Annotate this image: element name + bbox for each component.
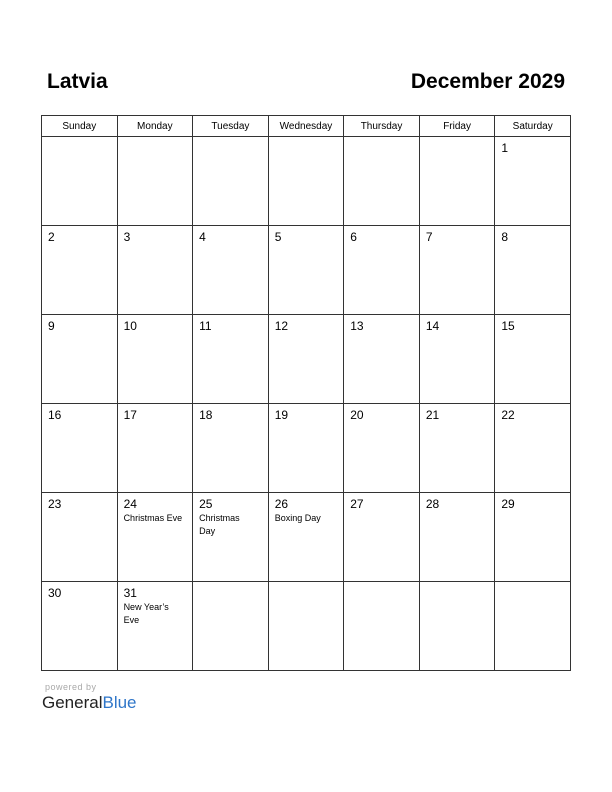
day-number: 31 [123, 586, 137, 600]
day-cell [419, 226, 495, 315]
day-number: 26 [274, 497, 289, 511]
day-number: 15 [501, 319, 515, 333]
day-number: 22 [501, 408, 515, 422]
day-cell [268, 582, 344, 671]
day-cell [495, 493, 571, 582]
day-cell [193, 226, 269, 315]
weekday-header-row [42, 116, 571, 137]
day-cell [268, 137, 344, 226]
day-number: 17 [123, 408, 137, 422]
week-row [42, 582, 571, 671]
week-row [42, 404, 571, 493]
day-number: 6 [350, 230, 357, 244]
day-number: 30 [48, 586, 62, 600]
day-number [420, 582, 495, 586]
day-cell [117, 582, 193, 671]
weekday-header: Wednesday [268, 116, 344, 137]
day-cell [419, 493, 495, 582]
holiday-label: Boxing Day [274, 513, 321, 523]
weekday-header: Sunday [42, 116, 118, 137]
day-number [193, 582, 268, 586]
day-number [269, 582, 344, 586]
day-number: 24 [123, 497, 137, 511]
day-number: 11 [199, 319, 212, 333]
day-cell [344, 137, 420, 226]
day-cell [117, 137, 193, 226]
day-number [193, 137, 268, 141]
day-cell [495, 137, 571, 226]
weekday-header: Thursday [344, 116, 420, 137]
day-cell [42, 493, 118, 582]
day-number: 5 [274, 230, 282, 244]
day-cell [42, 315, 118, 404]
day-number: 20 [350, 408, 364, 422]
day-cell [193, 404, 269, 493]
day-cell [344, 226, 420, 315]
day-cell [193, 137, 269, 226]
brand-general-text: General [42, 693, 103, 712]
day-cell [344, 315, 420, 404]
holiday-label: Christmas Day [199, 513, 240, 536]
day-cell [193, 315, 269, 404]
day-number [344, 137, 419, 141]
day-number: 18 [199, 408, 213, 422]
weekday-header: Friday [419, 116, 495, 137]
day-number: 13 [350, 319, 364, 333]
day-cell [117, 315, 193, 404]
country-title: Latvia [47, 70, 108, 93]
week-row [42, 315, 571, 404]
day-cell [193, 493, 269, 582]
day-cell [419, 404, 495, 493]
weekday-header: Tuesday [193, 116, 269, 137]
day-number: 3 [123, 230, 131, 244]
day-number: 1 [501, 141, 509, 155]
powered-by-text: powered by [45, 682, 97, 692]
day-cell [344, 404, 420, 493]
day-cell [268, 404, 344, 493]
day-cell [419, 137, 495, 226]
day-cell [117, 404, 193, 493]
day-cell [419, 582, 495, 671]
brand-logo[interactable] [42, 693, 137, 713]
day-number: 23 [48, 497, 62, 511]
day-number [42, 137, 117, 141]
day-cell [42, 226, 118, 315]
day-number: 28 [425, 497, 440, 511]
weekday-header: Saturday [495, 116, 571, 137]
holiday-label: Christmas Eve [123, 513, 183, 523]
day-cell [193, 582, 269, 671]
day-number: 16 [48, 408, 62, 422]
brand-blue-text: Blue [102, 693, 137, 712]
day-cell [419, 315, 495, 404]
day-number: 29 [501, 497, 515, 511]
day-cell [495, 582, 571, 671]
day-number: 19 [274, 408, 289, 422]
day-number: 12 [274, 319, 289, 333]
day-number: 8 [501, 230, 509, 244]
day-cell [268, 493, 344, 582]
week-row [42, 493, 571, 582]
day-number: 27 [350, 497, 364, 511]
day-number: 7 [425, 230, 433, 244]
day-number [344, 582, 419, 586]
day-number [118, 137, 193, 141]
day-cell [495, 404, 571, 493]
week-row [42, 137, 571, 226]
day-number [420, 137, 495, 141]
day-cell [495, 226, 571, 315]
day-cell [42, 137, 118, 226]
day-cell [268, 315, 344, 404]
day-cell [268, 226, 344, 315]
day-number [495, 582, 570, 586]
holiday-label: New Year’s Eve [123, 602, 169, 625]
day-number [269, 137, 344, 141]
day-cell [344, 493, 420, 582]
day-cell [117, 226, 193, 315]
day-number: 14 [425, 319, 440, 333]
calendar-grid [41, 115, 571, 671]
day-cell [117, 493, 193, 582]
month-year-title: December 2029 [410, 70, 565, 93]
day-cell [495, 315, 571, 404]
day-cell [344, 582, 420, 671]
day-cell [42, 582, 118, 671]
day-cell [42, 404, 118, 493]
week-row [42, 226, 571, 315]
day-number: 10 [123, 319, 137, 333]
day-number: 2 [48, 230, 55, 244]
day-number: 21 [425, 408, 440, 422]
weekday-header: Monday [117, 116, 193, 137]
day-number: 4 [199, 230, 206, 244]
day-number: 25 [199, 497, 213, 511]
day-number: 9 [48, 319, 55, 333]
